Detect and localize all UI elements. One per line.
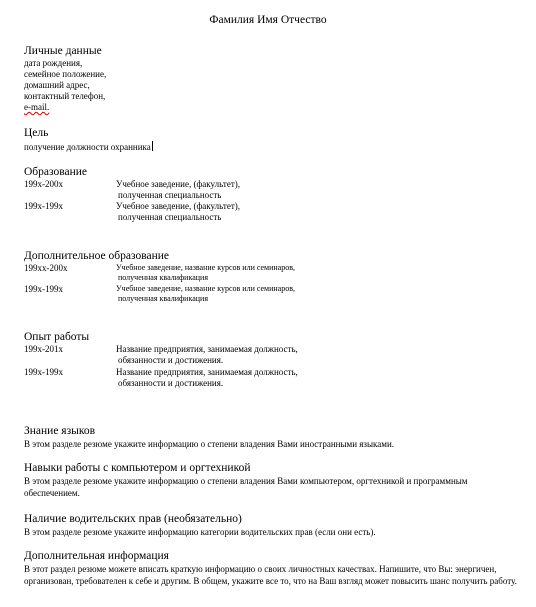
- education-desc-line1: Учебное заведение, (факультет),: [116, 179, 241, 189]
- extra-text: В этот раздел резюме можете вписать краткую информацию о своих личностных качествах. Напишите, что Вы: энергичен, организован, требователен к себе и другим. В общем, укажите все то, что на Ваш взгляд может повысить шанс получить работу.: [24, 564, 517, 586]
- goal-text-wrap[interactable]: [24, 141, 153, 153]
- text-cursor: [152, 141, 153, 151]
- personal-line-family: семейное положение,: [24, 69, 107, 79]
- education-date: 199х-199х: [24, 201, 63, 211]
- personal-line-address: домашний адрес,: [24, 80, 90, 90]
- languages-heading: Знание языков: [24, 425, 96, 437]
- additional-education-desc: [116, 263, 295, 283]
- additional-education-desc-line2: полученная квалификация: [118, 273, 209, 282]
- additional-education-heading: Дополнительное образование: [24, 250, 170, 262]
- experience-desc: [116, 344, 298, 365]
- experience-desc-line2: обязанности и достижения.: [118, 377, 224, 388]
- experience-date: 199х-201х: [24, 344, 63, 354]
- experience-desc-line2: обязанности и достижения.: [118, 354, 224, 365]
- personal-line-email-wrap: [24, 102, 49, 113]
- additional-education-desc-line1: Учебное заведение, название курсов или семинаров,: [116, 284, 295, 293]
- personal-line-email: e-mail.: [24, 102, 50, 112]
- experience-desc-line1: Название предприятия, занимаемая должность,: [116, 344, 298, 354]
- additional-education-desc: [116, 284, 295, 304]
- education-desc-line1: Учебное заведение, (факультет),: [116, 201, 241, 211]
- education-heading: Образование: [24, 166, 88, 178]
- education-date: 199х-200х: [24, 179, 63, 189]
- driving-text: В этом разделе резюме укажите информацию категории водительских прав (если они есть).: [24, 527, 376, 537]
- experience-desc: [116, 367, 298, 388]
- experience-heading: Опыт работы: [24, 331, 90, 343]
- experience-date: 199х-199х: [24, 367, 63, 377]
- driving-heading: Наличие водительских прав (необязательно): [24, 513, 242, 525]
- experience-desc-line1: Название предприятия, занимаемая должность,: [116, 367, 298, 377]
- additional-education-desc-line1: Учебное заведение, название курсов или семинаров,: [116, 263, 295, 272]
- additional-education-date: 199х-199х: [24, 284, 63, 294]
- personal-line-phone: контактный телефон,: [24, 91, 106, 101]
- education-desc: [116, 179, 240, 200]
- languages-text: В этом разделе резюме укажите информацию о степени владения Вами иностранными языками.: [24, 439, 395, 449]
- education-desc-line2: полученная специальность: [118, 211, 222, 222]
- additional-education-date: 199хх-200х: [24, 263, 68, 273]
- goal-text: получение должности охранника: [24, 142, 151, 152]
- computer-heading: Навыки работы с компьютером и оргтехникой: [24, 462, 251, 474]
- goal-heading: Цель: [24, 127, 49, 139]
- personal-heading: Личные данные: [24, 45, 102, 57]
- document-title: Фамилия Имя Отчество: [209, 14, 327, 26]
- computer-text: В этом разделе резюме укажите информацию о степени владения Вами компьютером, оргтехникой и программным обеспечением.: [24, 476, 468, 498]
- extra-heading: Дополнительная информация: [24, 550, 169, 562]
- personal-line-birth: дата рождения,: [24, 58, 83, 68]
- education-desc: [116, 201, 240, 222]
- education-desc-line2: полученная специальность: [118, 189, 222, 200]
- additional-education-desc-line2: полученная квалификация: [118, 294, 209, 303]
